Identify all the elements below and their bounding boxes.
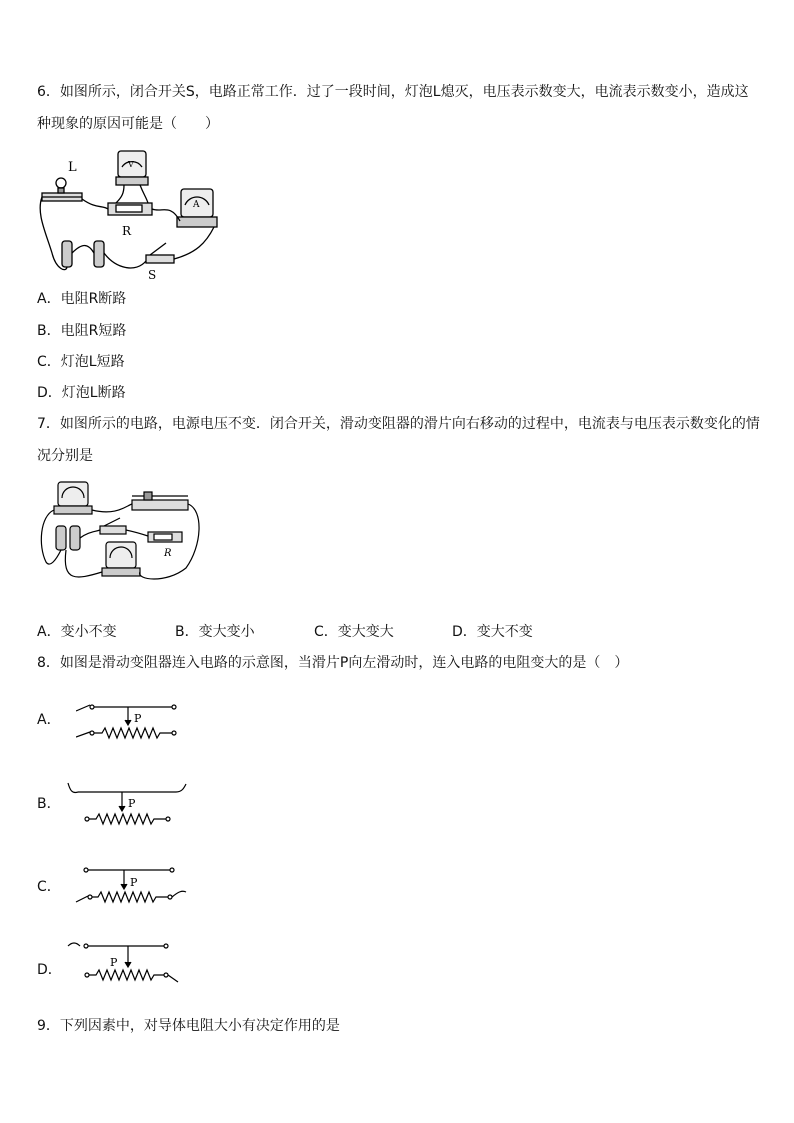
q8-stem: 8．如图是滑动变阻器连入电路的示意图，当滑片P向左滑动时，连入电路的电阻变大的是（ ） [37, 655, 629, 671]
q6-label-switch: S [148, 268, 157, 282]
q7-option-d[interactable]: D．变大不变 [452, 624, 533, 640]
q6-label-ammeter: A [193, 200, 200, 210]
q7-circuit-figure [36, 476, 202, 586]
q7-stem-line2: 况分别是 [37, 448, 93, 464]
q6-circuit-figure [36, 143, 226, 285]
q8-option-b-rheostat [66, 780, 190, 830]
q8-option-c-rheostat [74, 864, 190, 910]
q8-option-b-label[interactable]: B． [37, 796, 61, 812]
q8-option-c-label[interactable]: C． [37, 879, 61, 895]
q6-label-voltmeter: V [128, 160, 134, 169]
q6-stem-line2: 种现象的原因可能是（ ） [37, 116, 219, 132]
q6-option-c[interactable]: C．灯泡L短路 [37, 354, 125, 370]
q8-option-a-label[interactable]: A． [37, 712, 61, 728]
q6-option-b[interactable]: B．电阻R短路 [37, 323, 127, 339]
q7-option-b[interactable]: B．变大变小 [175, 624, 255, 640]
q8-option-d-label[interactable]: D． [37, 962, 62, 978]
q6-option-a[interactable]: A．电阻R断路 [37, 291, 127, 307]
q8-option-b-p-label: P [128, 797, 136, 810]
q8-option-a-rheostat [76, 700, 186, 742]
q7-option-c[interactable]: C．变大变大 [314, 624, 394, 640]
q6-option-d[interactable]: D．灯泡L断路 [37, 385, 126, 401]
q6-label-lamp: L [68, 160, 77, 175]
q7-label-resistor: R [164, 548, 172, 559]
q8-option-a-p-label: P [134, 712, 142, 725]
q7-stem-line1: 7．如图所示的电路，电源电压不变．闭合开关，滑动变阻器的滑片向右移动的过程中，电流表与电压表示数变化的情 [37, 416, 760, 432]
q6-label-resistor: R [122, 224, 132, 238]
q9-stem: 9．下列因素中，对导体电阻大小有决定作用的是 [37, 1018, 340, 1034]
q6-stem-line1: 6．如图所示，闭合开关S，电路正常工作．过了一段时间，灯泡L熄灭，电压表示数变大，电流表示数变小，造成这 [37, 84, 749, 100]
q7-option-a[interactable]: A．变小不变 [37, 624, 117, 640]
q8-option-c-p-label: P [130, 876, 138, 889]
q8-option-d-p-label: P [110, 956, 118, 969]
q8-option-d-rheostat [66, 938, 186, 986]
